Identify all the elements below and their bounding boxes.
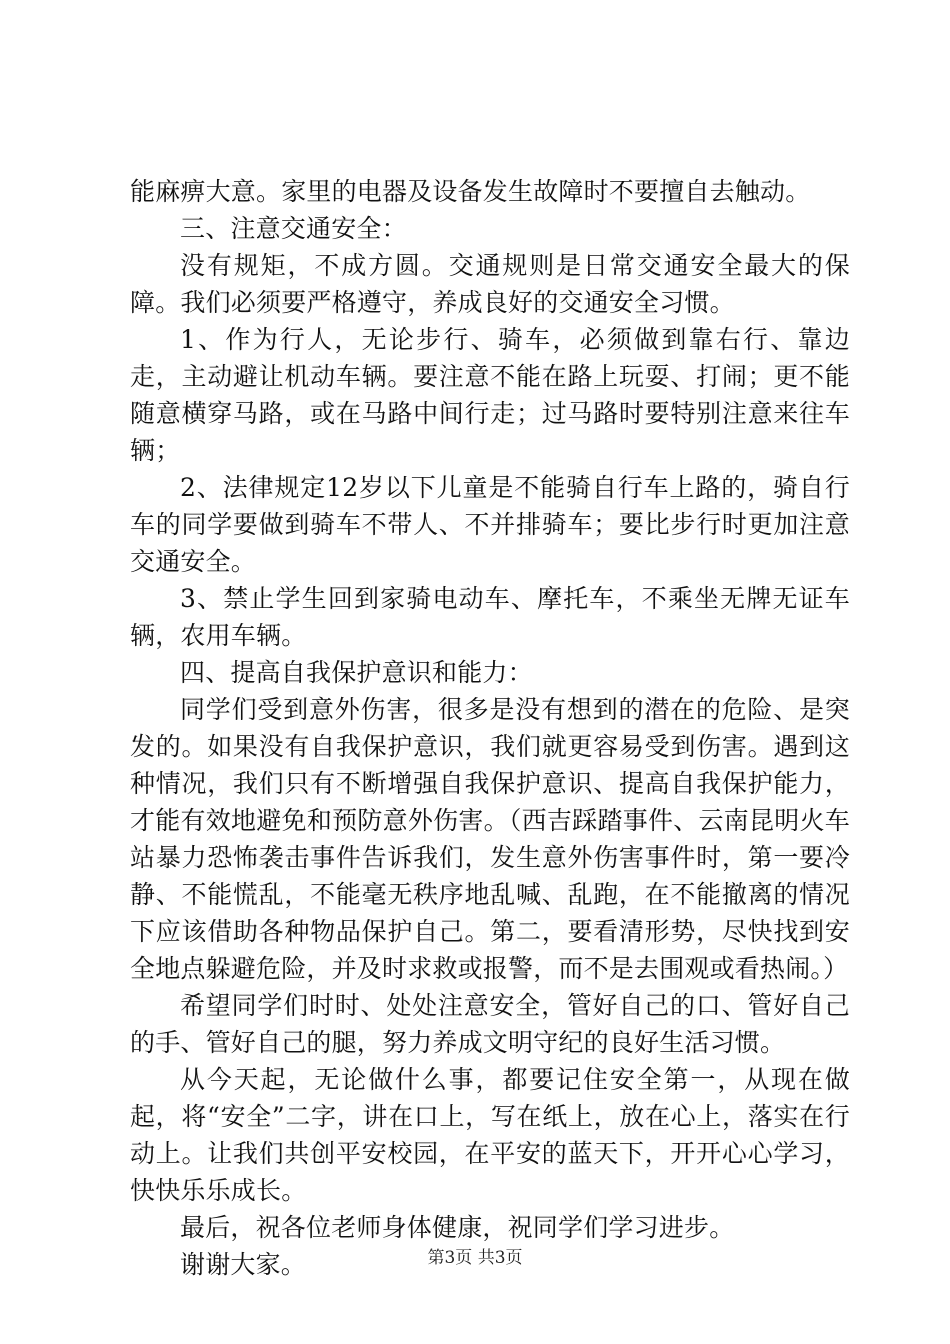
list-item: 2、法律规定12岁以下儿童是不能骑自行车上路的，骑自行车的同学要做到骑车不带人、不并排骑车；要比步行时更加注意交通安全。	[130, 473, 850, 576]
paragraph: 同学们受到意外伤害，很多是没有想到的潜在的危险、是突发的。如果没有自我保护意识，我们就更容易受到伤害。遇到这种情况，我们只有不断增强自我保护意识、提高自我保护能力，才能有效地避免和预防意外伤害。（西吉踩踏事件、云南昆明火车站暴力恐怖袭击事件告诉我们，发生意外伤害事件时，第一要冷静、不能慌乱，不能毫无秩序地乱喊、乱跑，在不能撤离的情况下应该借助各种物品保护自己。第二，要看清形势，尽快找到安全地点躲避危险，并及时求救或报警，而不是去围观或看热闹。）	[130, 695, 850, 983]
closing-line: 谢谢大家。	[180, 1250, 307, 1279]
list-item: 1、作为行人，无论步行、骑车，必须做到靠右行、靠边走，主动避让机动车辆。要注意不能在路上玩耍、打闹；更不能随意横穿马路，或在马路中间行走；过马路时要特别注意来往车辆；	[130, 325, 850, 465]
section-heading: 四、提高自我保护意识和能力：	[180, 658, 533, 687]
paragraph: 没有规矩，不成方圆。交通规则是日常交通安全最大的保障。我们必须要严格遵守，养成良好的交通安全习惯。	[130, 251, 850, 317]
page-footer: 第3页 共3页	[427, 1248, 523, 1268]
paragraph: 从今天起，无论做什么事，都要记住安全第一，从现在做起，将“安全”二字，讲在口上，写在纸上，放在心上，落实在行动上。让我们共创平安校园，在平安的蓝天下，开开心心学习，快快乐乐成长。	[130, 1065, 850, 1205]
paragraph: 能麻痹大意。家里的电器及设备发生故障时不要擅自去触动。	[130, 177, 811, 206]
paragraph: 希望同学们时时、处处注意安全，管好自己的口、管好自己的手、管好自己的腿，努力养成文明守纪的良好生活习惯。	[130, 991, 850, 1057]
section-heading: 三、注意交通安全：	[180, 214, 407, 243]
list-item: 3、禁止学生回到家骑电动车、摩托车，不乘坐无牌无证车辆，农用车辆。	[130, 584, 850, 650]
paragraph: 最后，祝各位老师身体健康，祝同学们学习进步。	[180, 1213, 735, 1242]
document-body	[130, 173, 850, 1283]
